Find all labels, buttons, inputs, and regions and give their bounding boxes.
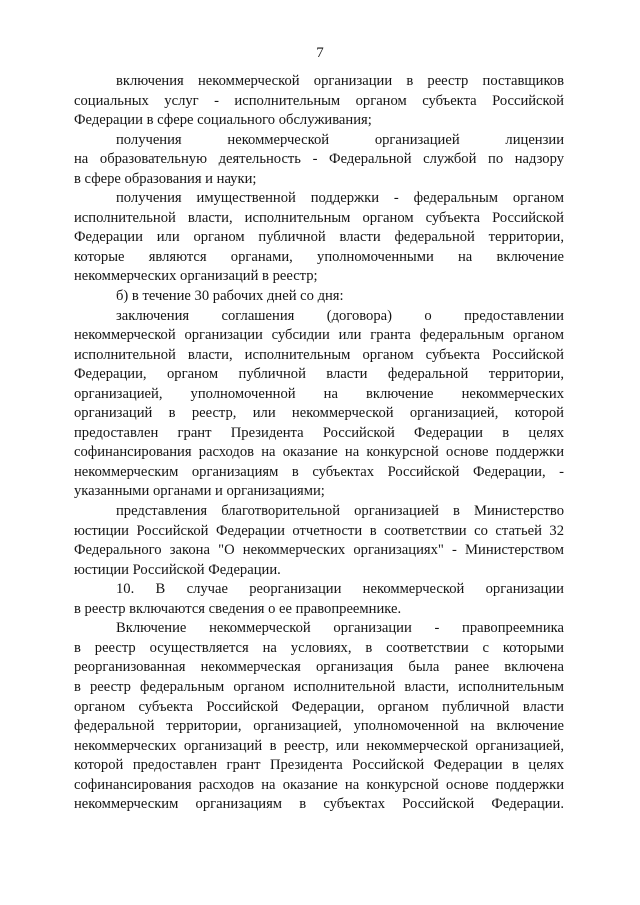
text-line: юстиции Российской Федерации.	[74, 561, 281, 578]
text-line: исполнительной власти, исполнительным органом субъекта Российской	[74, 346, 564, 363]
text-line: включения некоммерческой организации в реестр поставщиков	[116, 73, 564, 89]
text-line: федеральной территории, организацией, уполномоченной на включение	[74, 718, 564, 735]
text-line: которые являются органами, уполномоченными на включение	[74, 248, 564, 265]
text-line: в реестр включаются сведения о ее правопреемнике.	[74, 600, 402, 617]
text-line: некоммерческим организациям в субъектах Российской Федерации.	[74, 796, 564, 813]
text-line: Федерации или органом публичной власти федеральной территории,	[74, 229, 564, 246]
text-line: в реестр федеральным органом исполнительной власти, исполнительным	[74, 678, 564, 695]
text-line: Федерации в сфере социального обслуживания;	[74, 112, 372, 129]
text-line: представления благотворительной организацией в Министерство	[116, 503, 564, 520]
text-line: на образовательную деятельность - Федеральной службой по надзору	[74, 151, 564, 168]
text-line: получения имущественной поддержки - федеральным органом	[116, 190, 564, 207]
text-line: реорганизованная некоммерческая организация была ранее включена	[74, 659, 564, 676]
text-line: исполнительной власти, исполнительным органом субъекта Российской	[74, 209, 564, 226]
text-line: которой предоставлен грант Президента Российской Федерации в целях	[74, 757, 564, 774]
text-line: некоммерческих организаций в реестр, или некоммерческой организацией,	[74, 737, 564, 754]
text-line: некоммерческим организациям в субъектах Российской Федерации, -	[74, 463, 564, 480]
text-line: б) в течение 30 рабочих дней со дня:	[116, 288, 344, 305]
text-line: органом субъекта Российской Федерации, органом публичной власти	[74, 698, 564, 715]
text-line: предоставлен грант Президента Российской Федерации в целях	[74, 424, 564, 441]
text-line: социальных услуг - исполнительным органом субъекта Российской	[74, 92, 564, 109]
text-line: Включение некоммерческой организации - правопреемника	[116, 620, 564, 637]
text-line: некоммерческой организации субсидии или гранта федеральным органом	[74, 327, 564, 344]
text-line: заключения соглашения (договора) о предоставлении	[116, 307, 564, 324]
text-line: софинансирования расходов на оказание на конкурсной основе поддержки	[74, 776, 564, 793]
text-line: Федерального закона "О некоммерческих организациях" - Министерством	[74, 542, 564, 559]
text-line: юстиции Российской Федерации отчетности в соответствии со статьей 32	[74, 522, 564, 539]
text-line: софинансирования расходов на оказание на конкурсной основе поддержки	[74, 444, 564, 461]
text-line: получения некоммерческой организацией лицензии	[116, 131, 564, 148]
page-number: 7	[316, 45, 324, 61]
text-line: организаций в реестр, или некоммерческой организацией, которой	[74, 405, 564, 422]
text-line: указанными органами и организациями;	[74, 483, 325, 500]
text-line: Федерации, органом публичной власти федеральной территории,	[74, 366, 564, 383]
text-line: организацией, уполномоченной на включение некоммерческих	[74, 385, 564, 402]
text-line: 10. В случае реорганизации некоммерческой организации	[116, 581, 564, 598]
document-body	[74, 72, 564, 815]
text-line: в реестр осуществляется на условиях, в соответствии с которыми	[74, 639, 564, 656]
text-line: в сфере образования и науки;	[74, 170, 257, 187]
text-line: некоммерческих организаций в реестр;	[74, 268, 318, 285]
